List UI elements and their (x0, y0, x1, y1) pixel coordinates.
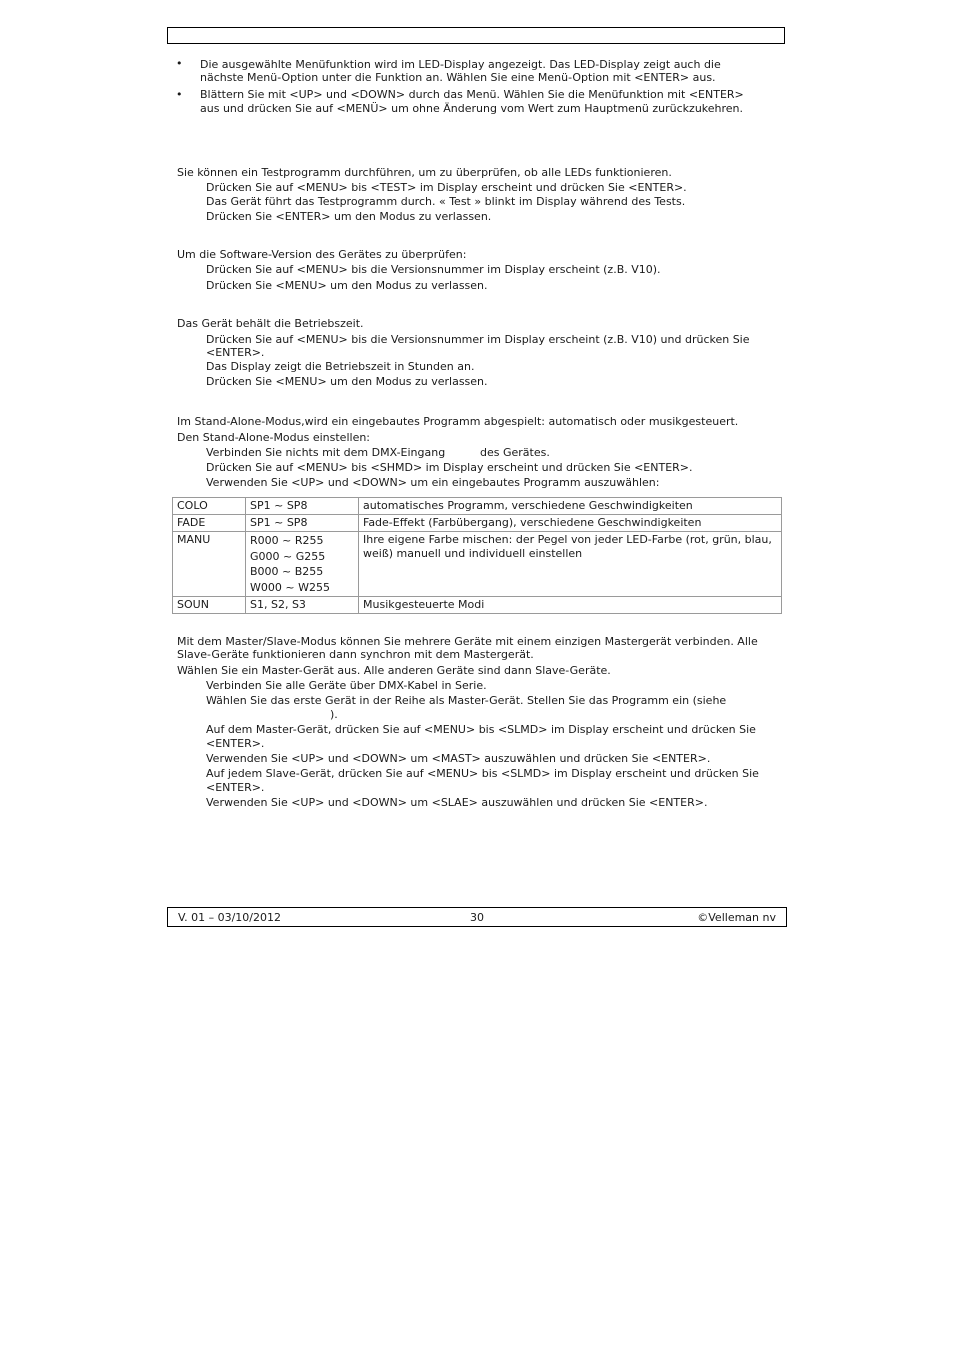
runtime-step: <ENTER>. (206, 346, 265, 359)
master-slave-step: Verbinden Sie alle Geräte über DMX-Kabel in Serie. (206, 679, 487, 692)
bullet-1-line-1: Die ausgewählte Menüfunktion wird im LED-Display angezeigt. Das LED-Display zeigt auch die (200, 58, 721, 71)
runtime-step: Das Display zeigt die Betriebszeit in Stunden an. (206, 360, 475, 373)
description-cell: Fade-Effekt (Farbübergang), verschiedene Geschwindigkeiten (359, 515, 782, 532)
bullet-marker: • (176, 57, 183, 70)
range-line: G000 ~ G255 (250, 549, 326, 563)
master-slave-step: Wählen Sie das erste Gerät in der Reihe als Master-Gerät. Stellen Sie das Programm ein (siehe (206, 694, 727, 707)
mode-cell: MANU (173, 532, 246, 597)
standalone-intro: Im Stand-Alone-Modus,wird ein eingebautes Programm abgespielt: automatisch oder musikgesteuert. (177, 415, 739, 428)
standalone-step: Verwenden Sie <UP> und <DOWN> um ein eingebautes Programm auszuwählen: (206, 476, 660, 489)
table-row (173, 597, 782, 614)
runtime-intro: Das Gerät behält die Betriebszeit. (177, 317, 364, 330)
range-cell: SP1 ~ SP8 (246, 515, 359, 532)
test-intro: Sie können ein Testprogramm durchführen, um zu überprüfen, ob alle LEDs funktionieren. (177, 166, 672, 179)
bullet-2-line-2: aus und drücken Sie auf <MENÜ> um ohne Änderung vom Wert zum Hauptmenü zurückzukehren. (200, 102, 744, 115)
standalone-step: Verbinden Sie nichts mit dem DMX-Eingang (206, 446, 446, 459)
table-row (173, 515, 782, 532)
bullet-marker: • (176, 88, 183, 101)
footer-copyright: ©Velleman nv (697, 911, 776, 924)
master-slave-step: <ENTER>. (206, 737, 265, 750)
master-slave-intro: Wählen Sie ein Master-Gerät aus. Alle anderen Geräte sind dann Slave-Geräte. (177, 664, 611, 677)
version-step: Drücken Sie <MENU> um den Modus zu verlassen. (206, 279, 488, 292)
mode-cell: COLO (173, 498, 246, 515)
mode-cell: FADE (173, 515, 246, 532)
description-cell: Ihre eigene Farbe mischen: der Pegel von jeder LED-Farbe (rot, grün, blau, weiß) manuell und individuell einstellen (359, 532, 782, 597)
table-row (173, 532, 782, 597)
version-intro: Um die Software-Version des Gerätes zu überprüfen: (177, 248, 467, 261)
master-slave-intro: Slave-Geräte funktionieren dann synchron mit dem Mastergerät. (177, 648, 534, 661)
runtime-step: Drücken Sie auf <MENU> bis die Versionsnummer im Display erscheint (z.B. V10) und drücken Sie (206, 333, 750, 346)
test-step: Das Gerät führt das Testprogramm durch. « Test » blinkt im Display während des Tests. (206, 195, 686, 208)
version-step: Drücken Sie auf <MENU> bis die Versionsnummer im Display erscheint (z.B. V10). (206, 263, 661, 276)
description-cell: automatisches Programm, verschiedene Geschwindigkeiten (359, 498, 782, 515)
range-line: R000 ~ R255 (250, 534, 324, 547)
master-slave-intro: Mit dem Master/Slave-Modus können Sie mehrere Geräte mit einem einzigen Mastergerät verbinden. Alle (177, 635, 758, 648)
master-slave-step: Auf jedem Slave-Gerät, drücken Sie auf <MENU> bis <SLMD> im Display erscheint und drücken Sie (206, 767, 759, 780)
footer-version: V. 01 – 03/10/2012 (178, 911, 281, 924)
test-step: Drücken Sie auf <MENU> bis <TEST> im Display erscheint und drücken Sie <ENTER>. (206, 181, 687, 194)
master-slave-step: Verwenden Sie <UP> und <DOWN> um <SLAE> auszuwählen und drücken Sie <ENTER>. (206, 796, 708, 809)
mode-cell: SOUN (173, 597, 246, 614)
bullet-2-line-1: Blättern Sie mit <UP> und <DOWN> durch das Menü. Wählen Sie die Menüfunktion mit <ENTER> (200, 88, 744, 101)
range-line: W000 ~ W255 (250, 580, 330, 594)
range-cell: S1, S2, S3 (246, 597, 359, 614)
runtime-step: Drücken Sie <MENU> um den Modus zu verlassen. (206, 375, 488, 388)
header-box (167, 27, 785, 44)
page-number: 30 (470, 911, 484, 924)
master-slave-step: Auf dem Master-Gerät, drücken Sie auf <MENU> bis <SLMD> im Display erscheint und drücken Sie (206, 723, 756, 736)
footer (167, 907, 787, 927)
master-slave-step: ). (330, 708, 338, 721)
master-slave-step: Verwenden Sie <UP> und <DOWN> um <MAST> auszuwählen und drücken Sie <ENTER>. (206, 752, 711, 765)
test-step: Drücken Sie <ENTER> um den Modus zu verlassen. (206, 210, 492, 223)
bullet-1-line-2: nächste Menü-Option unter die Funktion an. Wählen Sie eine Menü-Option mit <ENTER> aus. (200, 71, 716, 84)
standalone-step: Drücken Sie auf <MENU> bis <SHMD> im Display erscheint und drücken Sie <ENTER>. (206, 461, 693, 474)
mode-table (172, 497, 782, 614)
standalone-step-tail: des Gerätes. (480, 446, 550, 459)
description-cell: Musikgesteuerte Modi (359, 597, 782, 614)
range-line: B000 ~ B255 (250, 565, 324, 578)
range-cell: SP1 ~ SP8 (246, 498, 359, 515)
table-row (173, 498, 782, 515)
standalone-intro-2: Den Stand-Alone-Modus einstellen: (177, 431, 371, 444)
master-slave-step: <ENTER>. (206, 781, 265, 794)
range-cell (246, 532, 359, 597)
